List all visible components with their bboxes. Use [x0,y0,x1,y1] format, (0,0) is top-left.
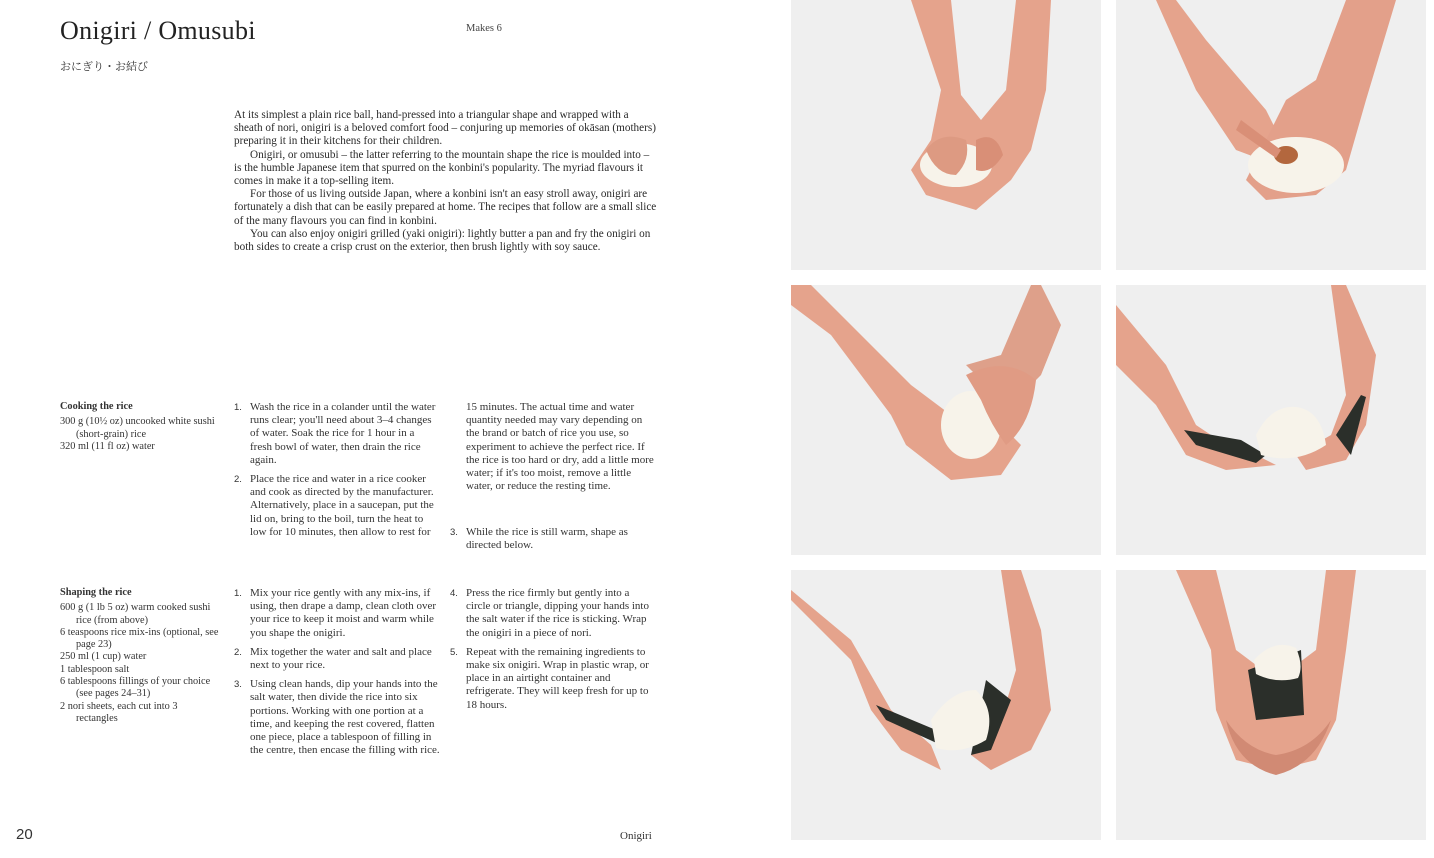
hands-holding-finished-onigiri-illustration [1116,570,1426,840]
step-text: Using clean hands, dip your hands into the salt water, then divide the rice into six portions. Working with one portion at a time, and keeping the rest covered, flatten one piece, place a tablespoon of filling in the centre, then encase the filling with rice. [250,678,440,757]
hands-wrapping-nori-illustration [1116,285,1426,555]
step-text: Place the rice and water in a rice cooker and cook as directed by the manufacturer. Alternatively, place in a saucepan, put the lid on, bring to the boil, turn the heat to low for 10 minutes, then allow to rest for [250,473,434,538]
ingredient-item: 1 tablespoon salt [60,663,130,675]
cooking-steps-right [450,526,656,558]
ingredient-item: 600 g (1 lb 5 oz) warm cooked sushi rice (from above) [60,602,211,626]
step-number: 3. [450,527,458,538]
recipe-subtitle-japanese: おにぎり・お結び [60,60,148,73]
cooking-steps [234,401,438,545]
step-text: While the rice is still warm, shape as directed below. [466,526,628,552]
step-item [234,401,438,467]
running-title: Onigiri [620,830,652,842]
intro-paragraph: For those of us living outside Japan, where a konbini isn't an easy stroll away, onigiri are fortunately a dish that can be easily prepared at home. The recipes that follow are a small slice of the many flavours you can find in konbini. [234,188,657,227]
step-text: Press the rice firmly but gently into a circle or triangle, dipping your hands into the salt water if the rice is sticking. Wrap the onigiri in a piece of nori. [466,587,649,639]
intro-text [234,109,659,254]
ingredient-item: 2 nori sheets, each cut into 3 rectangles [60,700,178,724]
step-item [234,473,438,539]
hands-shaping-triangle-illustration [791,570,1101,840]
shaping-steps-left [234,587,440,763]
shaping-steps-right [450,587,656,718]
yield-label: Makes 6 [466,23,502,34]
step-item [234,678,440,757]
page-number: 20 [16,826,33,843]
step-text: Mix together the water and salt and place next to your rice. [250,645,432,672]
intro-paragraph: You can also enjoy onigiri grilled (yaki onigiri): lightly butter a pan and fry the onigiri on both sides to create a crisp crust on the exterior, then brush lightly with soy sauce. [234,227,651,254]
shaping-ingredients [60,587,220,725]
step-number: 2. [234,646,242,658]
step-item [450,646,656,712]
photo-step-3 [791,285,1101,555]
step-text: Repeat with the remaining ingredients to make six onigiri. Wrap in plastic wrap, or place in an airtight container and refrigerate. They will keep fresh for up to 18 hours. [466,645,649,711]
step-number: 4. [450,588,458,599]
ingredient-item: 300 g (10½ oz) uncooked white sushi (short-grain) rice [60,416,215,440]
step-item [234,587,440,640]
cooking-ingredients [60,401,220,453]
ingredient-item: 320 ml (11 fl oz) water [60,440,155,452]
ingredient-item: 6 tablespoons fillings of your choice (see pages 24–31) [60,676,211,700]
step-text: Wash the rice in a colander until the water runs clear; you'll need about 3–4 changes of water. Soak the rice for 1 hour in a fresh bowl of water, then drain the rice again. [250,401,436,466]
step-item [450,526,656,552]
hands-adding-filling-illustration [1116,0,1426,270]
photo-step-4 [1116,285,1426,555]
step-item [450,587,656,640]
recipe-title: Onigiri / Omusubi [60,16,256,45]
step-number: 1. [234,588,242,599]
ingredient-item: 6 teaspoons rice mix-ins (optional, see page 23) [60,626,219,651]
step-number: 1. [234,402,242,413]
shaping-section-title: Shaping the rice [60,587,132,598]
cooking-step-continuation: 15 minutes. The actual time and water quantity needed may vary depending on the brand or batch of rice you use, so experiment to achieve the perfect rice. If the rice is too hard or dry, add a little more water; if it's too moist, remove a little water, or reduce the resting time. [466,401,654,493]
ingredient-item: 250 ml (1 cup) water [60,651,147,663]
intro-paragraph: At its simplest a plain rice ball, hand-pressed into a triangular shape and wrapped with a sheath of nori, onigiri is a beloved comfort food – conjuring up memories of okāsan (mothers) preparing it in their kitchens for their children. [234,109,656,148]
photo-step-2 [1116,0,1426,270]
hands-cupping-rice-illustration [791,0,1101,270]
intro-paragraph: Onigiri, or omusubi – the latter referring to the mountain shape the rice is moulded into – is the humble Japanese item that spurred on the konbini's popularity. The myriad flavours it comes in make it a top-selling item. [234,148,650,188]
step-number: 2. [234,474,242,486]
hands-pressing-rice-ball-illustration [791,285,1101,555]
cooking-section-title: Cooking the rice [60,401,133,412]
step-number: 3. [234,679,242,691]
photo-step-5 [791,570,1101,840]
photo-step-1 [791,0,1101,270]
photo-step-6 [1116,570,1426,840]
step-number: 5. [450,646,458,658]
step-item [234,646,440,672]
step-text: Mix your rice gently with any mix-ins, if using, then drape a damp, clean cloth over your rice to keep it moist and warm while you shape the onigiri. [250,587,437,639]
